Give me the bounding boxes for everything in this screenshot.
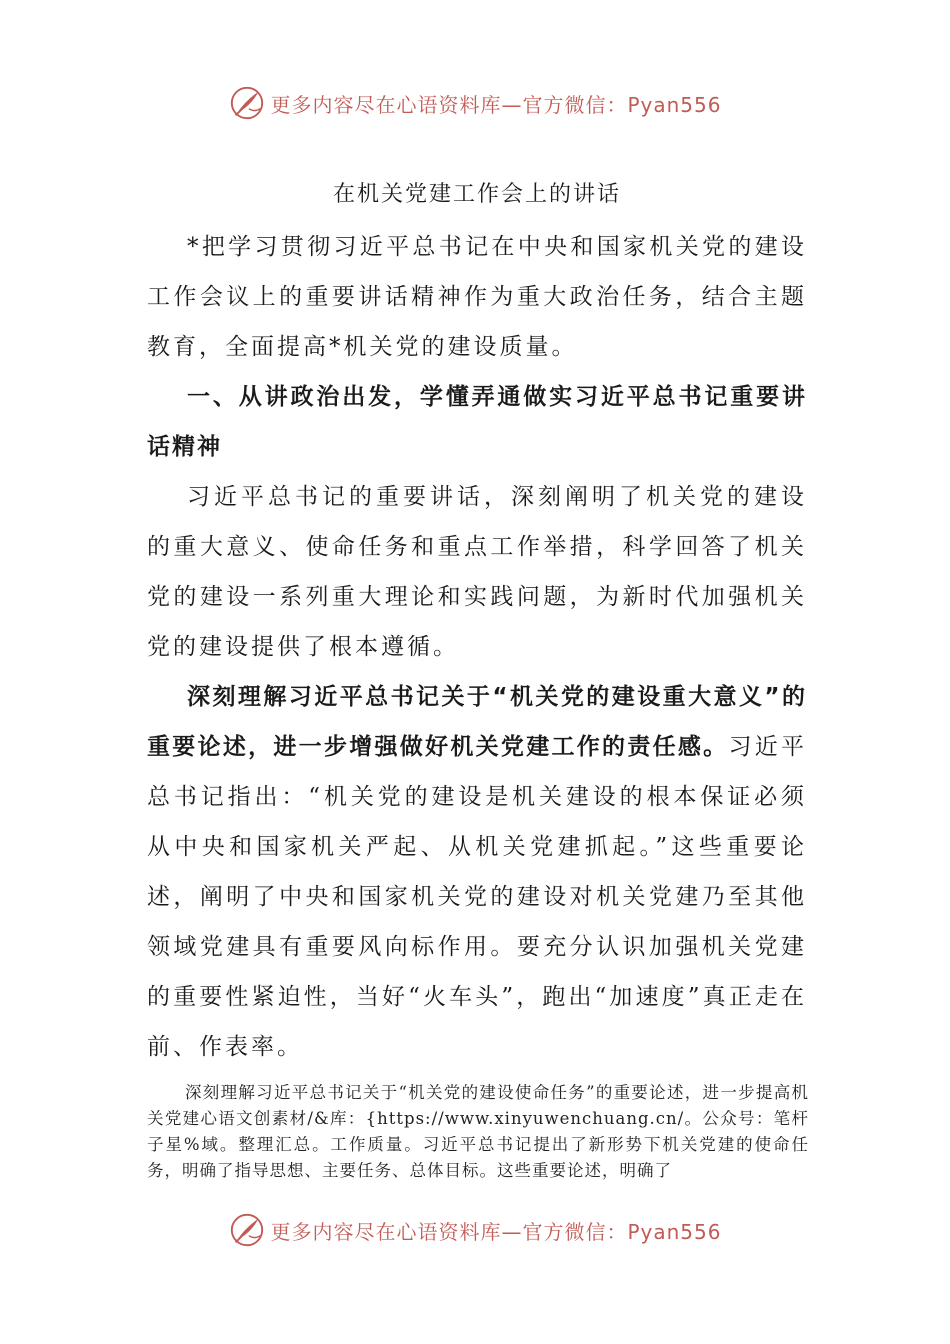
header-banner-text: 更多内容尽在心语资料库—官方微信：Pyan556 [270, 92, 722, 117]
point-1-body: 习近平总书记指出：“机关党的建设是机关建设的根本保证必须从中央和国家机关严起、从机关党建抓起。”这些重要论述，阐明了中央和国家机关党的建设对机关党建乃至其他领域党建具有重要风向标作用。要充分认识加强机关党建的重要性紧迫性，当好“火车头”，跑出“加速度”真正走在前、作表率。 [147, 734, 808, 1060]
section-1-paragraph: 习近平总书记的重要讲话，深刻阐明了机关党的建设的重大意义、使命任务和重点工作举措，科学回答了机关党的建设一系列重大理论和实践问题，为新时代加强机关党的建设提供了根本遵循。 [147, 484, 807, 660]
document-body [147, 168, 807, 1072]
footer-banner[interactable] [0, 1205, 950, 1255]
header-banner[interactable] [0, 78, 950, 128]
point-1-paragraph [147, 672, 807, 1072]
quill-pen-logo-icon [228, 84, 266, 122]
footer-banner-text: 更多内容尽在心语资料库—官方微信：Pyan556 [270, 1219, 722, 1244]
section-heading-1: 一、从讲政治出发，学懂弄通做实习近平总书记重要讲话精神 [147, 384, 807, 460]
point-2-paragraph: 深刻理解习近平总书记关于“机关党的建设使命任务”的重要论述，进一步提高机关党建心语文创素材/&库：{https://www.xinyuwenchuang.cn/。公众号：笔杆子星%域。整理汇总。工作质量。习近平总书记提出了新形势下机关党建的使命任务，明确了指导思想、主要任务、总体目标。这些重要论述，明确了 [147, 1083, 809, 1180]
intro-paragraph: *把学习贯彻习近平总书记在中央和国家机关党的建设工作会议上的重要讲话精神作为重大政治任务，结合主题教育，全面提高*机关党的建设质量。 [147, 234, 807, 360]
quill-pen-logo-icon [228, 1211, 266, 1249]
point-1-lead: 深刻理解习近平总书记关于“机关党的建设重大意义”的重要论述，进一步增强做好机关党建工作的责任感。 [147, 684, 807, 760]
document-title: 在机关党建工作会上的讲话 [332, 182, 621, 207]
